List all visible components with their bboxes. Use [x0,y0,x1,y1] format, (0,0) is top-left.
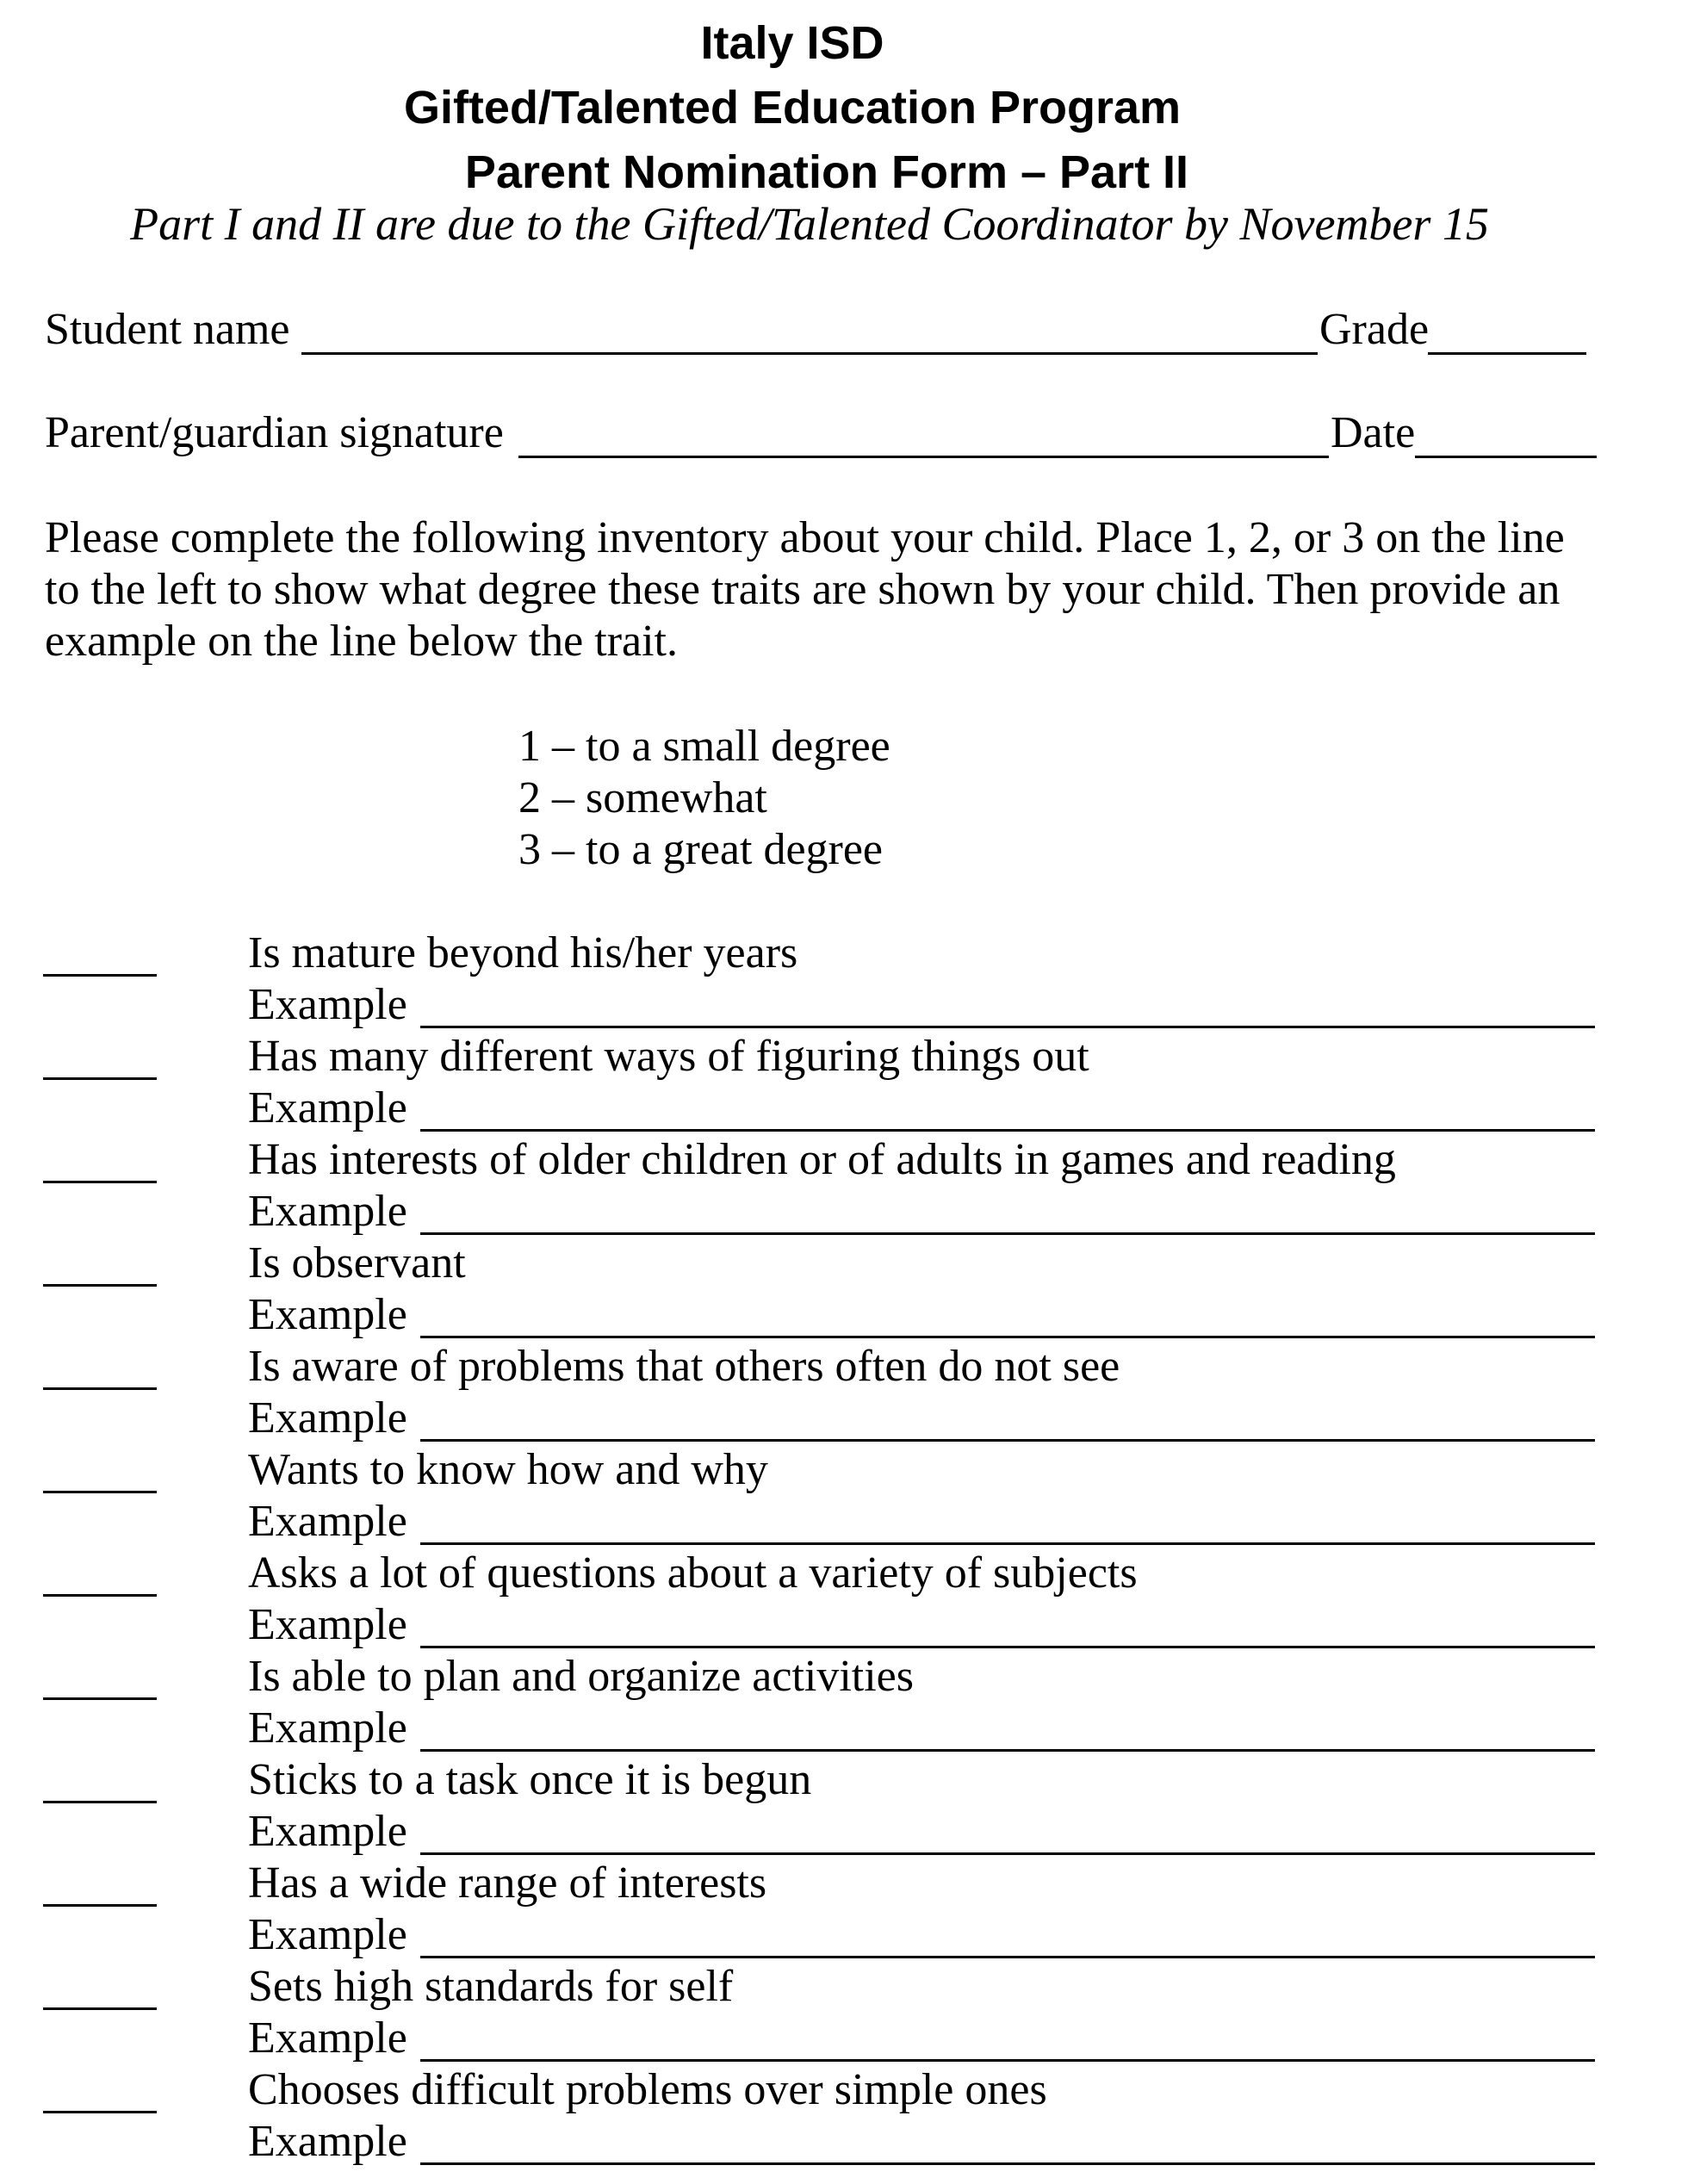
rating-blank[interactable] [43,1594,157,1597]
trait-label: Sets high standards for self [248,1962,734,2011]
student-name-label: Student name [45,305,290,354]
date-label: Date [1331,408,1416,457]
rating-blank[interactable] [43,1077,157,1080]
rating-blank[interactable] [43,2111,157,2113]
due-date-notice: Part I and II are due to the Gifted/Talented Coordinator by November 15 [130,198,1489,250]
example-label: Example [248,1393,407,1443]
form-title: Parent Nomination Form – Part II [464,146,1189,198]
instructions-line: to the left to show what degree these traits are shown by your child. Then provide an [45,565,1561,614]
trait-label: Chooses difficult problems over simple ones [248,2065,1047,2114]
trait-item [0,1651,1694,1754]
trait-item [0,2064,1694,2168]
trait-item [0,1961,1694,2064]
instructions-line: example on the line below the trait. [45,617,678,666]
trait-label: Wants to know how and why [248,1445,768,1494]
trait-label: Has many different ways of figuring things out [248,1032,1089,1081]
scale-item-1: 1 – to a small degree [518,722,890,771]
example-label: Example [248,1600,407,1649]
grade-field[interactable] [1428,352,1586,355]
program-title: Gifted/Talented Education Program [403,82,1182,133]
example-label: Example [248,1703,407,1753]
trait-label: Is mature beyond his/her years [248,928,798,977]
example-field[interactable] [420,1336,1595,1338]
signature-field[interactable] [518,456,1329,458]
example-field[interactable] [420,1749,1595,1752]
example-label: Example [248,1083,407,1132]
example-field[interactable] [420,1852,1595,1855]
trait-item [0,928,1694,1031]
example-field[interactable] [420,1646,1595,1648]
example-field[interactable] [420,1542,1595,1545]
example-label: Example [248,1807,407,1856]
example-label: Example [248,1290,407,1339]
trait-label: Has a wide range of interests [248,1858,767,1908]
trait-label: Asks a lot of questions about a variety of subjects [248,1548,1138,1598]
trait-label: Has interests of older children or of adults in games and reading [248,1135,1396,1184]
rating-blank[interactable] [43,1491,157,1493]
scale-item-2: 2 – somewhat [518,773,767,822]
trait-label: Is observant [248,1238,466,1287]
date-field[interactable] [1415,456,1597,458]
trait-label: Is aware of problems that others often do not see [248,1342,1120,1391]
trait-item [0,1134,1694,1238]
trait-item [0,1444,1694,1548]
trait-item [0,1238,1694,1341]
example-label: Example [248,1187,407,1236]
student-name-field[interactable] [301,352,1318,355]
example-label: Example [248,2013,407,2063]
instructions-paragraph [45,512,1612,667]
rating-blank[interactable] [43,1904,157,1907]
example-label: Example [248,1497,407,1546]
instructions-line: Please complete the following inventory about your child. Place 1, 2, or 3 on the line [45,513,1565,562]
rating-blank[interactable] [43,1697,157,1700]
trait-inventory-list [0,928,1694,2168]
example-label: Example [248,2117,407,2166]
trait-item [0,1754,1694,1858]
rating-blank[interactable] [43,2007,157,2010]
example-field[interactable] [420,2162,1595,2165]
example-field[interactable] [420,1129,1595,1132]
example-field[interactable] [420,2059,1595,2062]
trait-label: Sticks to a task once it is begun [248,1755,812,1804]
trait-item [0,1341,1694,1444]
example-field[interactable] [420,1232,1595,1235]
trait-label: Is able to plan and organize activities [248,1652,914,1701]
grade-label: Grade [1319,305,1430,354]
district-title: Italy ISD [700,17,884,69]
rating-blank[interactable] [43,1284,157,1287]
rating-blank[interactable] [43,1181,157,1183]
trait-item [0,1548,1694,1651]
example-label: Example [248,1910,407,1959]
signature-label: Parent/guardian signature [45,408,504,457]
rating-blank[interactable] [43,974,157,977]
example-field[interactable] [420,1026,1595,1028]
example-field[interactable] [420,1439,1595,1442]
scale-item-3: 3 – to a great degree [518,825,884,874]
example-label: Example [248,980,407,1029]
trait-item [0,1031,1694,1134]
rating-scale-legend [518,721,890,876]
rating-blank[interactable] [43,1801,157,1803]
trait-item [0,1858,1694,1961]
rating-blank[interactable] [43,1387,157,1390]
example-field[interactable] [420,1956,1595,1958]
